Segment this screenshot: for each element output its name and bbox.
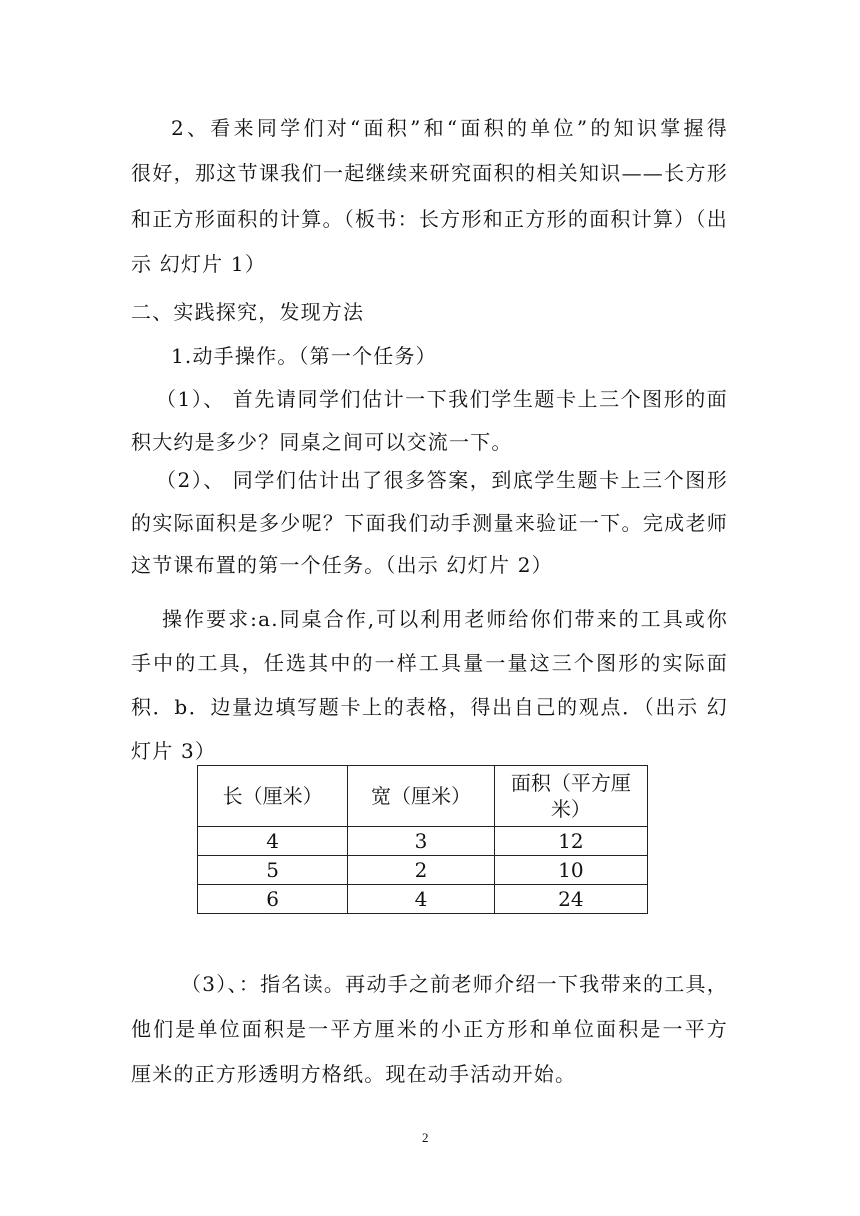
text-line: 和正方形面积的计算。（板书：长方形和正方形的面积计算）（出 — [131, 207, 728, 231]
text-line: （1）、 首先请同学们估计一下我们学生题卡上三个图形的面 — [156, 387, 728, 411]
cell-width: 3 — [348, 827, 494, 856]
text-line: 这节课布置的第一个任务。（出示 幻灯片 2） — [131, 553, 553, 577]
table-row — [198, 885, 648, 914]
header-width: 宽（厘米） — [348, 766, 494, 827]
cell-length: 4 — [198, 827, 348, 856]
header-area-line2: 米） — [550, 797, 591, 821]
text-line: 积大约是多少？同桌之间可以交流一下。 — [131, 430, 513, 454]
text-line: 厘米的正方形透明方格纸。现在动手活动开始。 — [131, 1062, 577, 1086]
cell-area: 12 — [494, 827, 647, 856]
text-line: （2）、 同学们估计出了很多答案，到底学生题卡上三个图形 — [156, 468, 728, 492]
header-length: 长（厘米） — [198, 766, 348, 827]
table-row — [198, 856, 648, 885]
table-row — [198, 827, 648, 856]
text-line: 灯片 3） — [131, 739, 217, 763]
text-line: 操作要求:a.同桌合作,可以利用老师给你们带来的工具或你 — [162, 607, 728, 631]
section-heading: 二、实践探究，发现方法 — [131, 300, 365, 324]
cell-width: 4 — [348, 885, 494, 914]
table-header-row — [198, 766, 648, 827]
text-line: 很好，那这节课我们一起继续来研究面积的相关知识——长方形 — [131, 161, 728, 185]
measurement-table — [197, 765, 648, 914]
text-line: 示 幻灯片 1） — [131, 252, 267, 276]
cell-area: 24 — [494, 885, 647, 914]
header-area — [494, 766, 647, 827]
subsection-heading: 1.动手操作。（第一个任务） — [171, 344, 437, 368]
text-line: 积．b．边量边填写题卡上的表格，得出自己的观点．（出示 幻 — [131, 695, 728, 719]
text-line: 2、看来同学们对“面积”和“面积的单位”的知识掌握得 — [171, 116, 728, 140]
header-area-line1: 面积（平方厘 — [510, 771, 631, 795]
text-line: （3）、：指名读。再动手之前老师介绍一下我带来的工具， — [181, 972, 728, 996]
cell-length: 6 — [198, 885, 348, 914]
text-line: 他们是单位面积是一平方厘米的小正方形和单位面积是一平方 — [131, 1017, 728, 1041]
page-number: 2 — [422, 1130, 429, 1145]
text-line: 手中的工具，任选其中的一样工具量一量这三个图形的实际面 — [131, 651, 728, 675]
cell-width: 2 — [348, 856, 494, 885]
cell-length: 5 — [198, 856, 348, 885]
cell-area: 10 — [494, 856, 647, 885]
text-line: 的实际面积是多少呢？下面我们动手测量来验证一下。完成老师 — [131, 511, 728, 535]
